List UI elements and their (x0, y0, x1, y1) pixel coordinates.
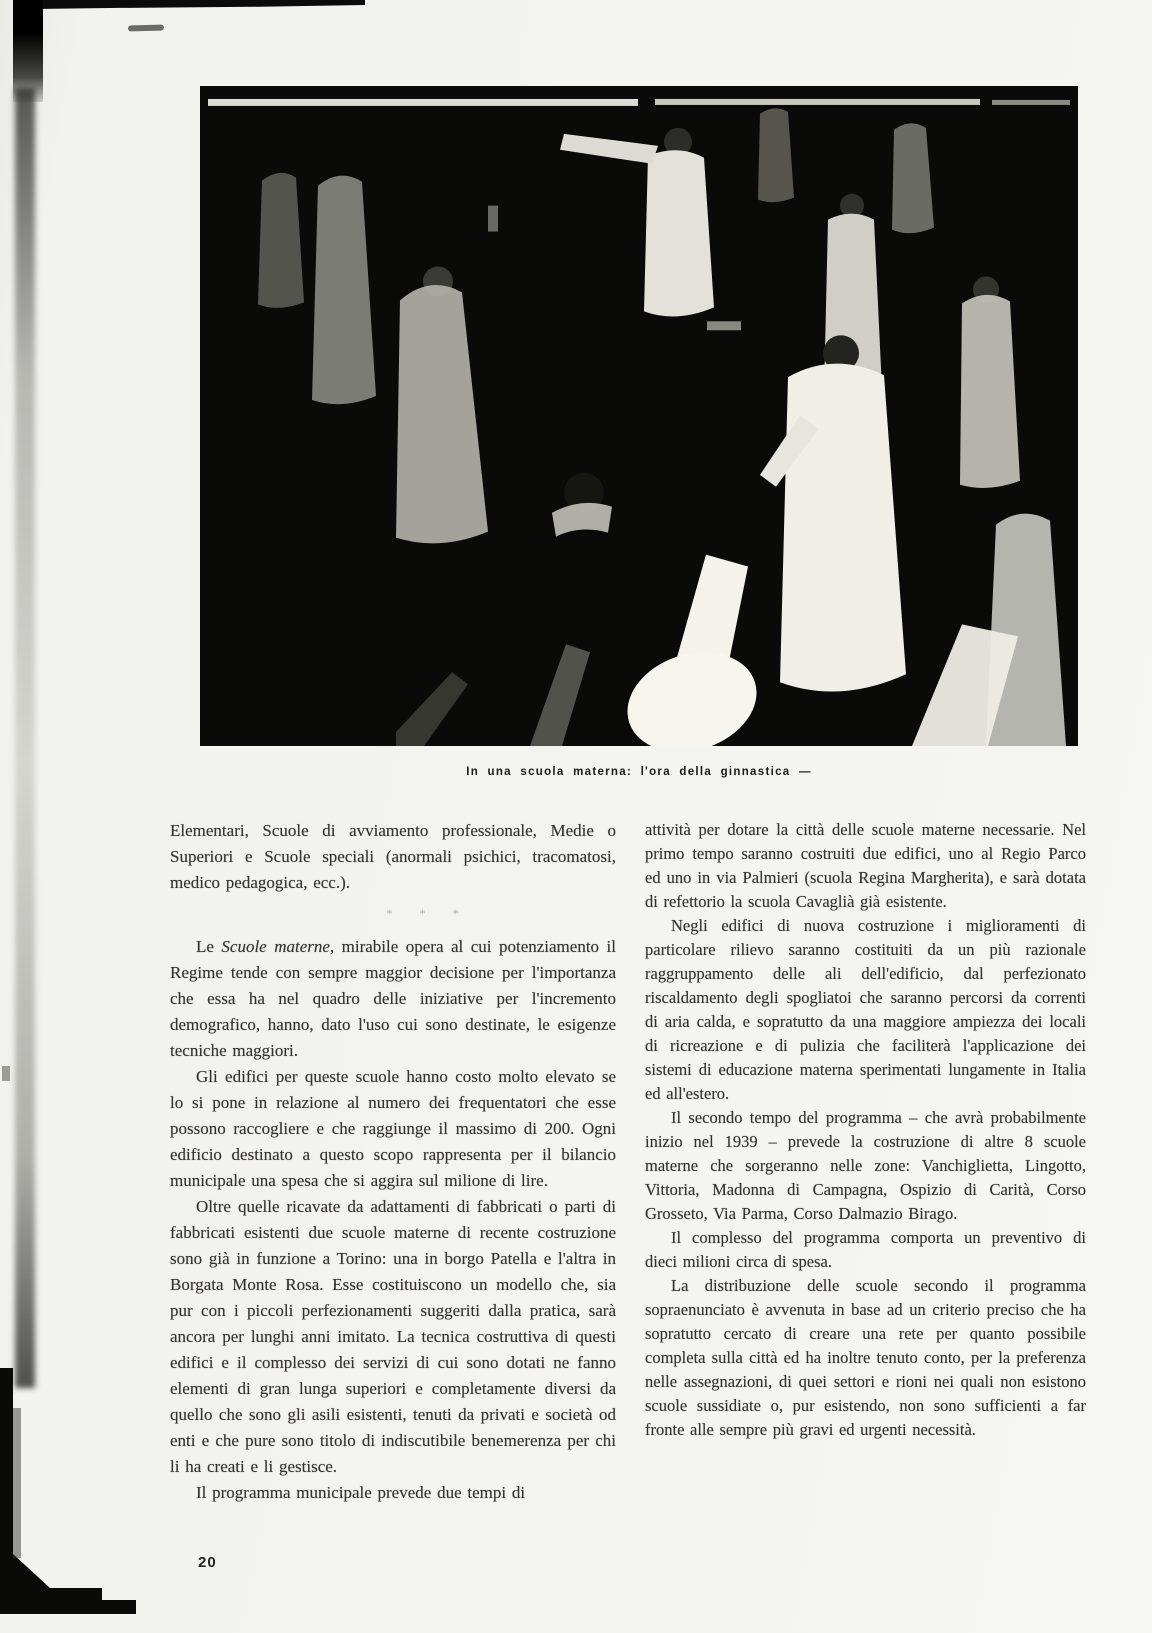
article-left-column (170, 818, 616, 1506)
scan-edge-tick (2, 1066, 10, 1081)
paragraph: Gli edifici per queste scuole hanno costo molto elevato se lo si pone in relazione al numero dei frequentatori che esse possono raccogliere e che raggiunge il massimo di 200. Ogni edificio destinato a questo scopo rappresenta per il bilancio municipale una spesa che si aggira sul milione di lire. (170, 1067, 616, 1190)
article-body (170, 818, 1086, 1506)
paragraph: Il programma municipale prevede due tempi di (196, 1483, 526, 1502)
paragraph: Il secondo tempo del programma – che avrà probabilmente inizio nel 1939 – prevede la costruzione di altre 8 scuole materne che sorgeranno nelle zone: Vanchiglietta, Lingotto, Vittoria, Madonna di Campagna, Ospizio di Carità, Corso Grosseto, Via Parma, Corso Dalmazio Birago. (645, 1108, 1086, 1223)
paragraph: Oltre quelle ricavate da adattamenti di fabbricati o parti di fabbricati esistenti due scuole materne di recente costruzione sono già in funzione a Torino: una in borgo Patella e l'altra in Borgata Monte Rosa. Esse costituiscono un modello che, sia pur con i piccoli perfezionamenti suggeriti dalla pratica, sarà ancora per lunghi anni imitato. La tecnica costruttiva di questi edifici e il complesso dei servizi di cui sono dotati ne fanno elementi di gran lunga superiori e completamente diversi da quello che sono gli asili esistenti, tenuti da privati e società od enti e che pure sono titolo di indiscutibile benemerenza per chi li ha creati e li gestisce. (170, 1197, 616, 1476)
book-page-edges-shadow (0, 1368, 140, 1626)
paragraph: Il complesso del programma comporta un preventivo di dieci milioni circa di spesa. (645, 1228, 1086, 1271)
scan-dash-mark (128, 25, 164, 32)
paragraph: La distribuzione delle scuole secondo il programma sopraenunciato è avvenuta in base ad un criterio preciso che ha sopratutto cercato di creare una rete per quanto possibile completa sulla città ed ha inoltre tenuto conto, per la preferenza nelle assegnazioni, di quei settori e rioni nei quali non esistono scuole sussidiate o, pur esistendo, non sono sufficienti a far fronte alle sempre più gravi ed urgenti necessità. (645, 1276, 1086, 1439)
paragraph: Negli edifici di nuova costruzione i miglioramenti di particolare rilievo saranno costituiti da un più razionale raggruppamento delle ali dell'edificio, dal perfezionato riscaldamento degli spogliatoi che saranno percorsi da correnti di aria calda, e sopratutto da una maggiore ampiezza dei locali di ricreazione e di pulizia che faciliterà l'applicazione dei sistemi di educazione materna sperimentati lungamente in Italia ed all'estero. (645, 916, 1086, 1103)
photo-image (200, 86, 1078, 746)
page-number: 20 (198, 1554, 217, 1571)
paragraph: Le Scuole materne, mirabile opera al cui potenziamento il Regime tende con sempre maggior decisione per l'importanza che essa ha nel quadro delle iniziative per l'incremento demografico, hanno, dato l'uso cui sono destinate, le esigenze tecniche maggiori. (170, 937, 616, 1060)
paragraph: attività per dotare la città delle scuole materne necessarie. Nel primo tempo saranno costruiti due edifici, uno al Regio Parco ed uno in via Palmieri (scuola Regina Margherita), e sarà dotata di refettorio la scuola Cavaglià già esistente. (645, 820, 1086, 911)
paragraph: Elementari, Scuole di avviamento professionale, Medie o Superiori e Scuole speciali (anormali psichici, tracomatosi, medico pedagogica, ecc.). (170, 821, 616, 892)
section-separator: * * * (386, 906, 470, 921)
photo-caption: In una scuola materna: l'ora della ginnastica — (466, 766, 812, 778)
photo-children-gymnastics (200, 86, 1078, 746)
scan-corner-shadow (13, 0, 43, 102)
book-binding-shadow (15, 88, 35, 1388)
article-right-column (645, 818, 1086, 1506)
